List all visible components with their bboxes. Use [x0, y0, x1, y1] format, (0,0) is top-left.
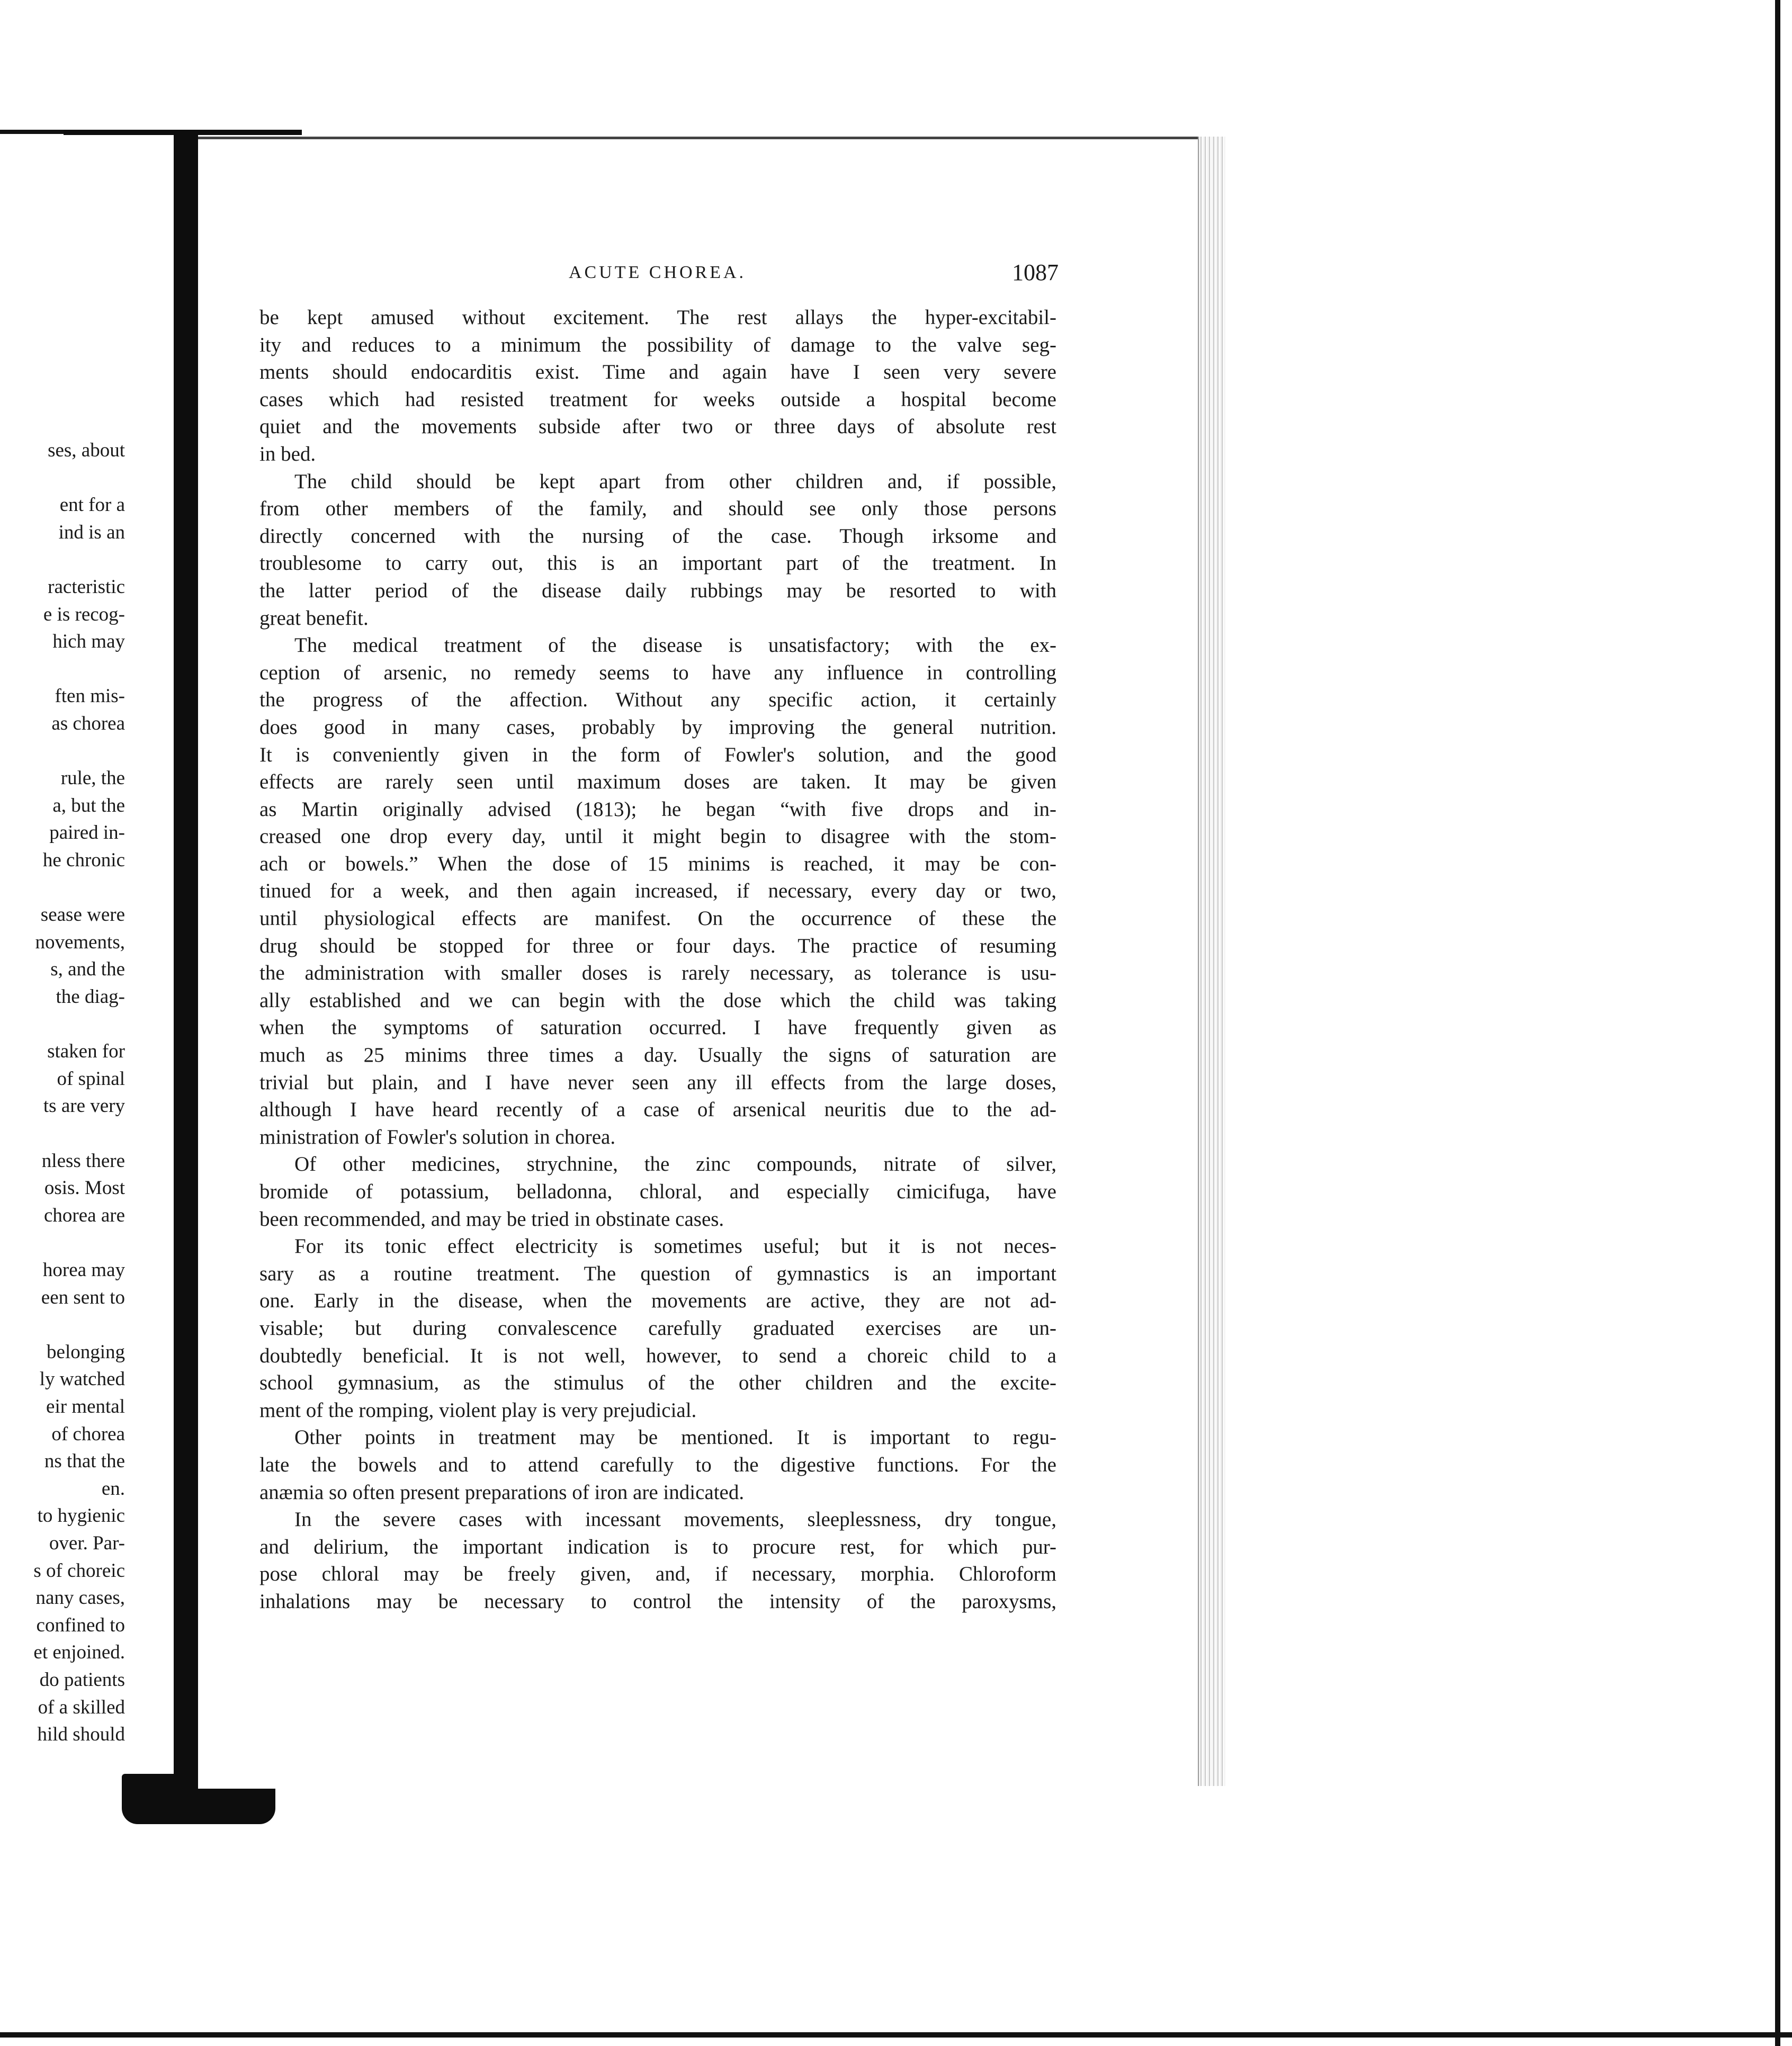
text-line: bromide of potassium, belladonna, chloral, and especially cimicifuga, have — [259, 1180, 1056, 1203]
left-page-line: horea may — [42, 1259, 125, 1281]
left-page-line: belonging — [47, 1341, 125, 1363]
body-text — [259, 304, 1056, 1616]
text-line: Of other medicines, strychnine, the zinc compounds, nitrate of silver, — [294, 1153, 1056, 1176]
left-page-line: ses, about — [48, 439, 125, 461]
text-line: from other members of the family, and should see only those persons — [259, 497, 1056, 521]
text-line: although I have heard recently of a case of arsenical neuritis due to the ad- — [259, 1098, 1056, 1121]
left-page-line: ly watched — [39, 1368, 125, 1390]
left-page-line: to hygienic — [37, 1505, 125, 1527]
binding-shadow — [174, 130, 198, 1787]
left-page-line: the diag- — [56, 986, 125, 1008]
left-page-line: ent for a — [59, 494, 125, 516]
left-page-line: novements, — [35, 931, 125, 953]
text-line: until physiological effects are manifest. On the occurrence of these the — [259, 907, 1056, 930]
page-edge-stack — [1198, 137, 1225, 1786]
text-line: anæmia so often present preparations of iron are indicated. — [259, 1480, 745, 1504]
text-line: The child should be kept apart from other children and, if possible, — [294, 470, 1056, 493]
scan-frame-right — [1775, 0, 1780, 2046]
text-line: does good in many cases, probably by improving the general nutrition. — [259, 715, 1056, 739]
text-line: effects are rarely seen until maximum doses are taken. It may be given — [259, 770, 1056, 794]
left-page-line: a, but the — [52, 794, 125, 816]
text-line: much as 25 minims three times a day. Usually the signs of saturation are — [259, 1044, 1056, 1067]
text-line: inhalations may be necessary to control the intensity of the paroxysms, — [259, 1590, 1056, 1613]
text-line: doubtedly beneficial. It is not well, however, to send a choreic child to a — [259, 1344, 1056, 1367]
text-line: It is conveniently given in the form of Fowler's solution, and the good — [259, 743, 1056, 766]
left-page-line: s of choreic — [33, 1559, 125, 1582]
left-page-line: en. — [101, 1477, 125, 1500]
text-line: ministration of Fowler's solution in chorea. — [259, 1125, 616, 1148]
text-line: directly concerned with the nursing of the case. Though irksome and — [259, 524, 1056, 548]
scan-frame-bottom — [0, 2032, 1792, 2038]
text-line: drug should be stopped for three or four days. The practice of resuming — [259, 934, 1056, 957]
left-page-line: e is recog- — [43, 603, 125, 625]
text-line: cases which had resisted treatment for weeks outside a hospital become — [259, 388, 1056, 411]
text-line: Other points in treatment may be mentioned. It is important to regu- — [294, 1426, 1056, 1449]
text-line: ach or bowels.” When the dose of 15 minims is reached, it may be con- — [259, 852, 1056, 875]
left-page-line: ns that the — [44, 1450, 125, 1473]
text-line: The medical treatment of the disease is unsatisfactory; with the ex- — [294, 634, 1056, 657]
text-line: be kept amused without excitement. The rest allays the hyper-excitabil- — [259, 306, 1056, 329]
left-page-line: rule, the — [60, 767, 125, 789]
left-page-line: nany cases, — [35, 1587, 125, 1609]
left-page-line: he chronic — [42, 849, 125, 871]
left-page-line: racteristic — [48, 576, 125, 598]
text-line: in bed. — [259, 442, 316, 465]
text-line: when the symptoms of saturation occurred. I have frequently given as — [259, 1016, 1056, 1039]
left-page-line: s, and the — [50, 958, 125, 981]
text-line: troublesome to carry out, this is an important part of the treatment. In — [259, 552, 1056, 575]
text-line: school gymnasium, as the stimulus of the other children and the excite- — [259, 1371, 1056, 1395]
left-page-line: ind is an — [58, 521, 125, 543]
left-page-line: as chorea — [51, 713, 125, 734]
text-line: ity and reduces to a minimum the possibility of damage to the valve seg- — [259, 333, 1056, 356]
page-number: 1087 — [1012, 259, 1059, 285]
left-page-line: of a skilled — [38, 1696, 125, 1718]
text-line: In the severe cases with incessant movements, sleeplessness, dry tongue, — [294, 1508, 1056, 1531]
text-line: ments should endocarditis exist. Time and again have I seen very severe — [259, 361, 1056, 384]
text-line: the latter period of the disease daily rubbings may be resorted to with — [259, 579, 1056, 602]
text-line: great benefit. — [259, 606, 369, 630]
left-facing-page — [0, 127, 175, 1821]
text-line: quiet and the movements subside after two or three days of absolute rest — [259, 415, 1056, 438]
left-page-line: over. Par- — [49, 1532, 125, 1554]
text-line: visable; but during convalescence carefully graduated exercises are un- — [259, 1316, 1056, 1340]
text-line: the administration with smaller doses is rarely necessary, as tolerance is usu- — [259, 962, 1056, 985]
left-page-line: ts are very — [43, 1095, 125, 1117]
left-page-line: osis. Most — [44, 1177, 125, 1199]
left-page-line: sease were — [40, 904, 125, 926]
left-page-line: confined to — [36, 1614, 125, 1636]
left-page-line: et enjoined. — [33, 1641, 125, 1664]
text-line: pose chloral may be freely given, and, if necessary, morphia. Chloroform — [259, 1563, 1056, 1586]
left-page-line: chorea are — [43, 1204, 125, 1226]
text-line: ally established and we can begin with the dose which the child was taking — [259, 989, 1056, 1012]
left-page-line: hich may — [52, 631, 125, 653]
text-line: trivial but plain, and I have never seen any ill effects from the large doses, — [259, 1071, 1056, 1094]
text-line: creased one drop every day, until it might begin to disagree with the stom- — [259, 825, 1056, 848]
running-head — [256, 257, 1059, 289]
text-line: been recommended, and may be tried in obstinate cases. — [259, 1207, 724, 1231]
text-line: For its tonic effect electricity is sometimes useful; but it is not neces- — [294, 1235, 1056, 1258]
text-line: ception of arsenic, no remedy seems to have any influence in controlling — [259, 661, 1056, 684]
left-page-line: of spinal — [57, 1067, 125, 1090]
left-page-line: paired in- — [49, 822, 125, 844]
text-line: tinued for a week, and then again increased, if necessary, every day or two, — [259, 880, 1056, 903]
left-page-line: of chorea — [51, 1423, 125, 1445]
text-line: ment of the romping, violent play is very prejudicial. — [259, 1398, 697, 1422]
running-title: ACUTE CHOREA. — [568, 263, 747, 282]
left-page-line: nless there — [41, 1150, 125, 1172]
left-page-line: staken for — [47, 1040, 125, 1063]
text-line: one. Early in the disease, when the movements are active, they are not ad- — [259, 1289, 1056, 1313]
text-line: as Martin originally advised (1813); he began “with five drops and in- — [259, 797, 1056, 821]
text-line: the progress of the affection. Without any specific action, it certainly — [259, 688, 1056, 712]
text-line: and delirium, the important indication is to procure rest, for which pur- — [259, 1535, 1056, 1558]
text-line: sary as a routine treatment. The question of gymnastics is an important — [259, 1262, 1056, 1285]
left-page-line: hild should — [37, 1724, 125, 1746]
left-page-line: een sent to — [41, 1286, 125, 1308]
left-page-line: do patients — [39, 1669, 125, 1691]
text-line: late the bowels and to attend carefully to the digestive functions. For the — [259, 1453, 1056, 1476]
left-page-line: ften mis- — [55, 685, 125, 707]
left-page-line: eir mental — [46, 1396, 125, 1417]
